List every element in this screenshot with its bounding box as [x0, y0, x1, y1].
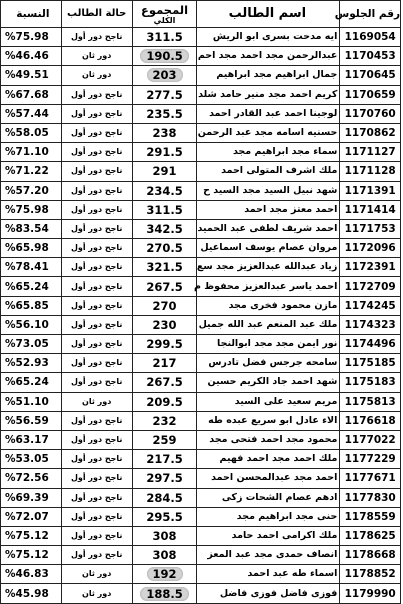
student-status-cell: ناجح دور أول — [61, 143, 132, 162]
percentage-cell — [1, 85, 62, 104]
table-row — [1, 296, 401, 315]
total-score-cell: 238 — [132, 123, 197, 142]
seat-number-cell: 1176618 — [340, 411, 401, 430]
table-row — [1, 507, 401, 526]
student-name-cell: شهد نبيل السيد مجد السيد ح — [197, 181, 340, 200]
percent-sign: % — [5, 107, 16, 120]
table-row — [1, 526, 401, 545]
student-name-cell: جمال ابراهيم مجد ابراهيم — [197, 66, 340, 85]
percentage-cell — [1, 546, 62, 565]
percentage-value: 65.85 — [15, 299, 49, 312]
percentage-cell — [1, 392, 62, 411]
total-highlight: 190.5 — [140, 49, 188, 63]
percentage-cell — [1, 507, 62, 526]
table-row — [1, 373, 401, 392]
student-name-cell: ملك اكرامى احمد حامد — [197, 526, 340, 545]
percentage-cell — [1, 335, 62, 354]
seat-number-cell: 1170760 — [340, 104, 401, 123]
percentage-cell — [1, 565, 62, 584]
total-score-cell: 291 — [132, 162, 197, 181]
seat-number-cell: 1172391 — [340, 258, 401, 277]
percent-sign: % — [5, 165, 16, 178]
percentage-cell — [1, 450, 62, 469]
percentage-value: 52.93 — [15, 357, 49, 370]
table-row — [1, 469, 401, 488]
student-name-cell: احمد شريف لطفى عبد الحميد — [197, 219, 340, 238]
student-name-cell: اسماء طه عبد احمد — [197, 565, 340, 584]
seat-number-cell: 1169054 — [340, 28, 401, 47]
student-name-cell: ملك احمد مجد احمد فهيم — [197, 450, 340, 469]
percent-sign: % — [5, 587, 16, 600]
percentage-value: 72.56 — [15, 472, 49, 485]
percent-sign: % — [5, 31, 16, 44]
student-name-cell: حسنيه اسامه مجد عبد الرحمن — [197, 123, 340, 142]
seat-number-cell: 1170645 — [340, 66, 401, 85]
percentage-value: 78.41 — [15, 261, 49, 274]
percent-sign: % — [5, 88, 16, 101]
student-name-cell: احمد مجد عبدالمحسن احمد — [197, 469, 340, 488]
student-status-cell: ناجح دور أول — [61, 219, 132, 238]
student-status-cell: ناجح دور أول — [61, 239, 132, 258]
student-status-cell: ناجح دور أول — [61, 430, 132, 449]
student-name-cell: ملك اشرف المتولى احمد — [197, 162, 340, 181]
percent-sign: % — [5, 69, 16, 82]
percentage-cell — [1, 277, 62, 296]
seat-number-cell: 1179990 — [340, 584, 401, 603]
seat-number-cell: 1178668 — [340, 546, 401, 565]
table-row — [1, 584, 401, 603]
percent-sign: % — [5, 414, 16, 427]
percentage-value: 58.05 — [15, 127, 49, 140]
student-name-cell: ملك عبد المنعم عبد الله جميل — [197, 315, 340, 334]
table-row — [1, 123, 401, 142]
total-highlight: 188.5 — [140, 587, 188, 601]
percent-sign: % — [5, 50, 16, 63]
percent-sign: % — [5, 510, 16, 523]
seat-number-cell: 1175185 — [340, 354, 401, 373]
percent-sign: % — [5, 184, 16, 197]
student-status-cell: ناجح دور أول — [61, 123, 132, 142]
seat-number-cell: 1177229 — [340, 450, 401, 469]
header-name: اسم الطالب — [197, 1, 340, 28]
total-score-cell: 235.5 — [132, 104, 197, 123]
table-row — [1, 450, 401, 469]
percentage-value: 83.54 — [15, 222, 49, 235]
student-status-cell: ناجح دور أول — [61, 354, 132, 373]
student-name-cell: سماء مجد ابراهيم مجد — [197, 143, 340, 162]
percent-sign: % — [5, 242, 16, 255]
seat-number-cell: 1171127 — [340, 143, 401, 162]
total-score-cell: 217.5 — [132, 450, 197, 469]
percent-sign: % — [5, 434, 16, 447]
table-row — [1, 315, 401, 334]
percentage-cell — [1, 181, 62, 200]
percent-sign: % — [5, 395, 16, 408]
percentage-value: 71.22 — [15, 165, 49, 178]
seat-number-cell: 1172096 — [340, 239, 401, 258]
header-status: حالة الطالب — [61, 1, 132, 28]
percent-sign: % — [5, 491, 16, 504]
seat-number-cell: 1171414 — [340, 200, 401, 219]
percentage-cell — [1, 469, 62, 488]
student-name-cell: مازن محمود فخرى مجد — [197, 296, 340, 315]
total-score-cell: 270 — [132, 296, 197, 315]
total-score-cell — [132, 66, 197, 85]
student-status-cell: ناجح دور أول — [61, 28, 132, 47]
percentage-value: 75.12 — [15, 549, 49, 562]
total-highlight: 192 — [147, 567, 183, 581]
percentage-cell — [1, 373, 62, 392]
seat-number-cell: 1177671 — [340, 469, 401, 488]
table-row — [1, 143, 401, 162]
percentage-cell — [1, 411, 62, 430]
student-status-cell: دور ثان — [61, 392, 132, 411]
student-name-cell: حنى مجد ابراهيم مجد — [197, 507, 340, 526]
seat-number-cell: 1174323 — [340, 315, 401, 334]
header-seat: رقم الجلوس — [340, 1, 401, 28]
percentage-value: 49.51 — [15, 69, 49, 82]
percent-sign: % — [5, 357, 16, 370]
total-score-cell: 308 — [132, 546, 197, 565]
table-row — [1, 239, 401, 258]
total-score-cell: 291.5 — [132, 143, 197, 162]
percent-sign: % — [5, 280, 16, 293]
student-name-cell: انصاف حمدى مجد عبد المعز — [197, 546, 340, 565]
total-score-cell — [132, 565, 197, 584]
percent-sign: % — [5, 127, 16, 140]
total-score-cell: 311.5 — [132, 28, 197, 47]
total-score-cell: 311.5 — [132, 200, 197, 219]
seat-number-cell: 1171391 — [340, 181, 401, 200]
percent-sign: % — [5, 549, 16, 562]
percentage-cell — [1, 315, 62, 334]
student-name-cell: احمد معتز مجد احمد — [197, 200, 340, 219]
student-status-cell: ناجح دور أول — [61, 85, 132, 104]
percentage-cell — [1, 123, 62, 142]
seat-number-cell: 1172709 — [340, 277, 401, 296]
percentage-value: 75.98 — [15, 203, 49, 216]
total-score-cell: 297.5 — [132, 469, 197, 488]
student-status-cell: ناجح دور أول — [61, 546, 132, 565]
student-name-cell: فوزى فاضل فوزى فاضل — [197, 584, 340, 603]
percentage-cell — [1, 430, 62, 449]
percent-sign: % — [5, 318, 16, 331]
seat-number-cell: 1175183 — [340, 373, 401, 392]
percentage-value: 67.68 — [15, 88, 49, 101]
student-name-cell: الاء عادل ابو سريع عبده طه — [197, 411, 340, 430]
student-name-cell: ايه مدحت بسرى ابو الريش — [197, 28, 340, 47]
student-status-cell: ناجح دور أول — [61, 526, 132, 545]
seat-number-cell: 1170453 — [340, 47, 401, 66]
total-score-cell: 259 — [132, 430, 197, 449]
total-score-cell: 295.5 — [132, 507, 197, 526]
table-row — [1, 430, 401, 449]
percentage-cell — [1, 584, 62, 603]
table-row — [1, 277, 401, 296]
student-status-cell: دور ثان — [61, 565, 132, 584]
student-status-cell: دور ثان — [61, 584, 132, 603]
student-name-cell: شهد احمد جاد الكريم حسين — [197, 373, 340, 392]
percentage-value: 46.46 — [15, 50, 49, 63]
total-score-cell: 308 — [132, 526, 197, 545]
table-row — [1, 354, 401, 373]
percent-sign: % — [5, 529, 16, 542]
student-status-cell: ناجح دور أول — [61, 507, 132, 526]
student-name-cell: عبدالرحمن مجد احمد مجد احم — [197, 47, 340, 66]
total-score-cell: 284.5 — [132, 488, 197, 507]
seat-number-cell: 1170659 — [340, 85, 401, 104]
percentage-value: 73.05 — [15, 338, 49, 351]
percentage-value: 57.44 — [15, 107, 49, 120]
student-status-cell: دور ثان — [61, 47, 132, 66]
student-name-cell: لوجينا احمد عبد القادر احمد — [197, 104, 340, 123]
table-row — [1, 219, 401, 238]
percentage-value: 69.39 — [15, 491, 49, 504]
student-name-cell: سامحه جرجس فضل تادرس — [197, 354, 340, 373]
percentage-value: 57.20 — [15, 184, 49, 197]
student-status-cell: ناجح دور أول — [61, 488, 132, 507]
seat-number-cell: 1178559 — [340, 507, 401, 526]
percentage-cell — [1, 526, 62, 545]
header-percent: النسبة — [1, 1, 62, 28]
percent-sign: % — [5, 472, 16, 485]
seat-number-cell: 1175813 — [340, 392, 401, 411]
percentage-value: 65.98 — [15, 242, 49, 255]
seat-number-cell: 1177830 — [340, 488, 401, 507]
total-score-cell: 321.5 — [132, 258, 197, 277]
percentage-value: 46.83 — [15, 568, 49, 581]
student-name-cell: ادهم عصام الشحات زكى — [197, 488, 340, 507]
table-row — [1, 181, 401, 200]
student-status-cell: ناجح دور أول — [61, 296, 132, 315]
student-status-cell: ناجح دور أول — [61, 373, 132, 392]
table-row — [1, 162, 401, 181]
student-name-cell: مروان عصام يوسف اسماعيل — [197, 239, 340, 258]
percentage-value: 51.10 — [15, 395, 49, 408]
percentage-value: 56.10 — [15, 318, 49, 331]
percent-sign: % — [5, 222, 16, 235]
percent-sign: % — [5, 568, 16, 581]
percent-sign: % — [5, 453, 16, 466]
total-highlight: 203 — [147, 68, 183, 82]
student-status-cell: ناجح دور أول — [61, 315, 132, 334]
percentage-value: 75.12 — [15, 529, 49, 542]
header-row — [1, 1, 401, 28]
total-score-cell: 217 — [132, 354, 197, 373]
percentage-value: 56.59 — [15, 414, 49, 427]
percent-sign: % — [5, 146, 16, 159]
total-score-cell: 342.5 — [132, 219, 197, 238]
seat-number-cell: 1178625 — [340, 526, 401, 545]
table-row — [1, 85, 401, 104]
total-score-cell: 232 — [132, 411, 197, 430]
student-status-cell: ناجح دور أول — [61, 450, 132, 469]
student-status-cell: ناجح دور أول — [61, 258, 132, 277]
total-score-cell: 267.5 — [132, 277, 197, 296]
table-row — [1, 28, 401, 47]
student-status-cell: ناجح دور أول — [61, 469, 132, 488]
percentage-cell — [1, 143, 62, 162]
seat-number-cell: 1174245 — [340, 296, 401, 315]
percentage-cell — [1, 47, 62, 66]
student-status-cell: ناجح دور أول — [61, 411, 132, 430]
student-status-cell: ناجح دور أول — [61, 277, 132, 296]
total-score-cell: 234.5 — [132, 181, 197, 200]
total-score-cell: 299.5 — [132, 335, 197, 354]
percentage-value: 63.17 — [15, 434, 49, 447]
total-score-cell — [132, 47, 197, 66]
percent-sign: % — [5, 299, 16, 312]
student-status-cell: ناجح دور أول — [61, 181, 132, 200]
student-status-cell: ناجح دور أول — [61, 104, 132, 123]
table-row — [1, 335, 401, 354]
student-status-cell: ناجح دور أول — [61, 200, 132, 219]
percentage-cell — [1, 162, 62, 181]
table-row — [1, 546, 401, 565]
student-status-cell: دور ثان — [61, 66, 132, 85]
student-name-cell: زياد عبدالله عبدالعزيز مجد سع — [197, 258, 340, 277]
table-row — [1, 258, 401, 277]
total-score-cell: 209.5 — [132, 392, 197, 411]
percentage-value: 75.98 — [15, 31, 49, 44]
percentage-cell — [1, 296, 62, 315]
percentage-value: 71.10 — [15, 146, 49, 159]
percentage-value: 72.07 — [15, 510, 49, 523]
results-body — [1, 28, 401, 604]
percentage-cell — [1, 66, 62, 85]
percent-sign: % — [5, 261, 16, 274]
percentage-cell — [1, 28, 62, 47]
percentage-cell — [1, 239, 62, 258]
percent-sign: % — [5, 203, 16, 216]
percent-sign: % — [5, 376, 16, 389]
total-score-cell: 277.5 — [132, 85, 197, 104]
header-total — [132, 1, 197, 28]
percentage-cell — [1, 104, 62, 123]
table-row — [1, 200, 401, 219]
seat-number-cell: 1177022 — [340, 430, 401, 449]
percentage-cell — [1, 488, 62, 507]
percentage-value: 65.24 — [15, 280, 49, 293]
total-score-cell: 230 — [132, 315, 197, 334]
table-row — [1, 565, 401, 584]
percentage-cell — [1, 258, 62, 277]
total-score-cell: 267.5 — [132, 373, 197, 392]
student-name-cell: مريم سعيد على السيد — [197, 392, 340, 411]
percentage-cell — [1, 200, 62, 219]
total-score-cell — [132, 584, 197, 603]
percentage-value: 45.98 — [15, 587, 49, 600]
table-row — [1, 104, 401, 123]
seat-number-cell: 1174496 — [340, 335, 401, 354]
student-status-cell: ناجح دور أول — [61, 335, 132, 354]
header-total-label: المجموع — [141, 3, 189, 17]
table-row — [1, 66, 401, 85]
table-row — [1, 47, 401, 66]
seat-number-cell: 1170862 — [340, 123, 401, 142]
percentage-value: 65.24 — [15, 376, 49, 389]
seat-number-cell: 1178852 — [340, 565, 401, 584]
total-score-cell: 270.5 — [132, 239, 197, 258]
seat-number-cell: 1171753 — [340, 219, 401, 238]
table-row — [1, 411, 401, 430]
seat-number-cell: 1171128 — [340, 162, 401, 181]
student-name-cell: محمود مجد احمد فتحى مجد — [197, 430, 340, 449]
percent-sign: % — [5, 338, 16, 351]
percentage-value: 53.05 — [15, 453, 49, 466]
student-status-cell: ناجح دور أول — [61, 162, 132, 181]
table-row — [1, 392, 401, 411]
header-total-sub: الكلي — [153, 16, 176, 25]
student-name-cell: نور ايمن مجد مجد ابوالنجا — [197, 335, 340, 354]
percentage-cell — [1, 354, 62, 373]
student-name-cell: كريم احمد مجد منير حامد شلد — [197, 85, 340, 104]
student-name-cell: احمد ياسر عبدالعزيز محفوظ م — [197, 277, 340, 296]
percentage-cell — [1, 219, 62, 238]
table-row — [1, 488, 401, 507]
